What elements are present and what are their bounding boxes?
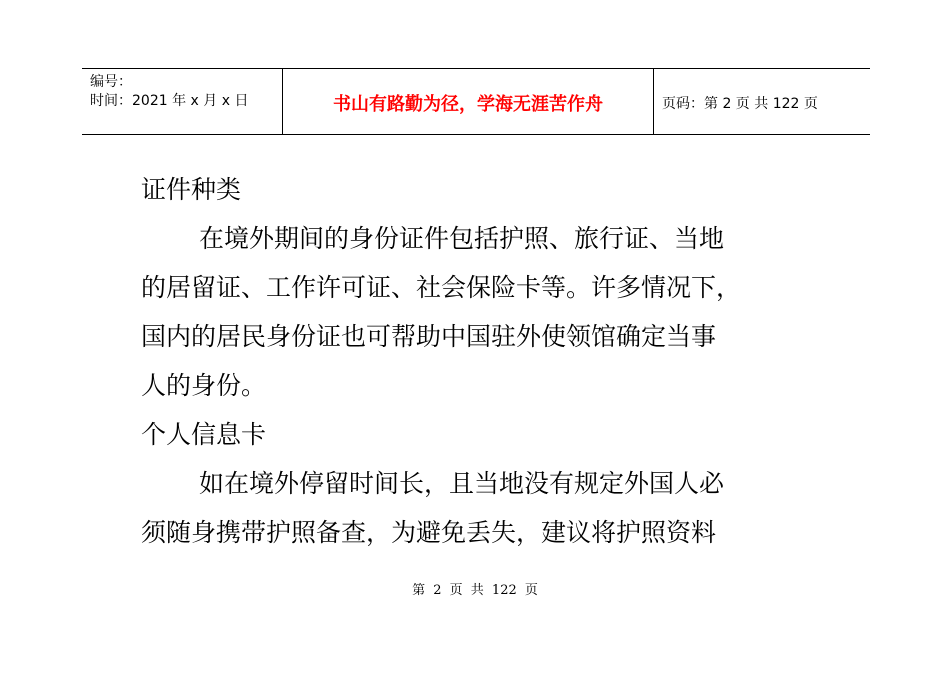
body-line: 国内的居民身份证也可帮助中国驻外使领馆确定当事 bbox=[141, 322, 717, 351]
document-header bbox=[82, 68, 870, 135]
body-line: 人的身份。 bbox=[141, 371, 267, 400]
header-motto: 书山有路勤为径，学海无涯苦作舟 bbox=[333, 94, 603, 115]
header-motto-cell bbox=[282, 69, 654, 134]
header-meta-cell bbox=[82, 69, 282, 134]
body-line: 如在境外停留时间长，且当地没有规定外国人必 bbox=[199, 469, 725, 498]
document-body bbox=[141, 165, 831, 557]
page-footer: 第 2 页 共 122 页 bbox=[412, 583, 538, 598]
document-time-label: 时间：2021 年 x 月 x 日 bbox=[90, 93, 249, 109]
body-line: 的居留证、工作许可证、社会保险卡等。许多情况下， bbox=[141, 273, 742, 302]
body-line: 在境外期间的身份证件包括护照、旅行证、当地 bbox=[199, 224, 725, 253]
section-heading-info-card: 个人信息卡 bbox=[141, 420, 267, 449]
header-page-cell bbox=[654, 69, 870, 134]
header-page-code: 页码：第 2 页 共 122 页 bbox=[662, 96, 818, 112]
document-code-label: 编号： bbox=[90, 74, 132, 90]
section-heading-id-types: 证件种类 bbox=[141, 175, 242, 204]
body-line: 须随身携带护照备查，为避免丢失，建议将护照资料 bbox=[141, 518, 717, 547]
